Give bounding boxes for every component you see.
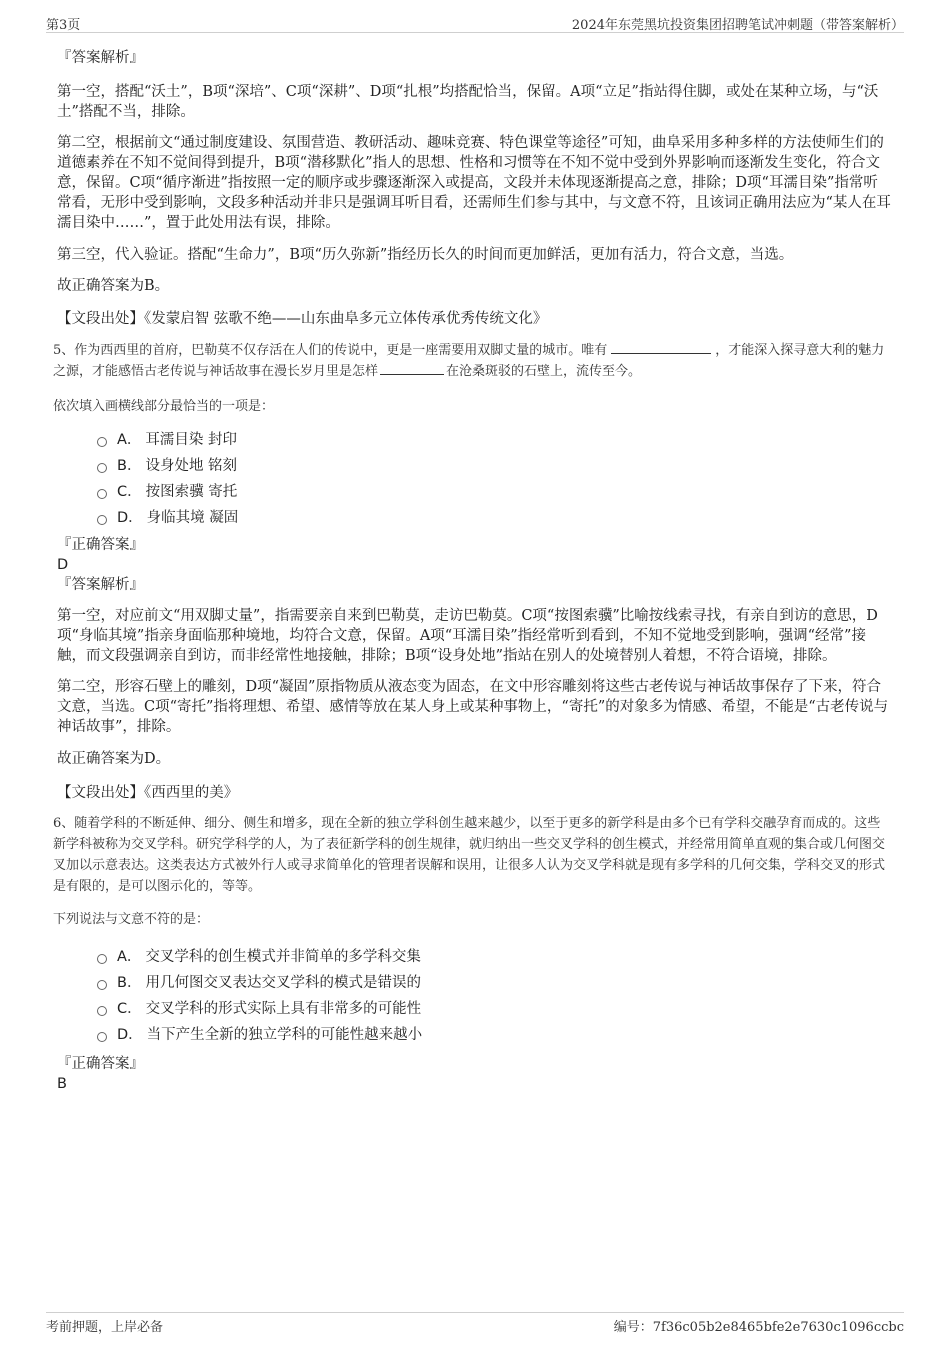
conclusion: 故正确答案为D。: [57, 751, 171, 767]
radio-button[interactable]: [97, 489, 107, 499]
option-b[interactable]: B． 设身处地 铭刻: [97, 453, 892, 479]
blank-2: [380, 361, 444, 375]
document-title: 2024年东莞黑坑投资集团招聘笔试冲刺题（带答案解析）: [571, 18, 904, 33]
source-citation: 【文段出处】《发蒙启智 弦歌不绝——山东曲阜多元立体传承优秀传统文化》: [57, 311, 548, 327]
radio-button[interactable]: [97, 437, 107, 447]
page-number: 第3页: [46, 18, 81, 33]
question-6-stem: 6、随着学科的不断延伸、细分、侧生和增多，现在全新的独立学科创生越来越少，以至于更多的新学科是由多个已有学科交融孕育而成的。这些新学科被称为交叉学科。研究学科学的人，为了表征新学科的创生规律，就归纳出一些交叉学科的创生模式，并经常用简单直观的集合或几何图交叉加以示意表达。这类表达方式被外行人或寻求简单化的管理者误解和误用，让很多人认为交叉学科就是现有多学科的几何交集，学科交叉的形式是有限的，是可以图示化的，等等。: [53, 816, 886, 894]
radio-button[interactable]: [97, 515, 107, 525]
page-footer: [46, 1312, 904, 1333]
analysis-paragraph-2: 第二空，根据前文“通过制度建设、氛围营造、教研活动、趣味竞赛、特色课堂等途径”可知，曲阜采用多种多样的方法使师生们的道德素养在不知不觉间得到提升，B项“潜移默化”指人的思想、性格和习惯等在不知不觉中受到外界影响而逐渐发生变化，符合文意，保留。C项“循序渐进”指按照一定的顺序或步骤逐渐深入或提高，文段并未体现逐渐提高之意，排除；D项“耳濡目染”指常听常看，无形中受到影响，文段多种活动并非只是强调耳听目看，还需师生们参与其中，与文意不符，且该词正确用法应为“某人在耳濡目染中……”，置于此处用法有误，排除。: [57, 135, 891, 231]
question-6-options: [57, 944, 892, 1048]
option-a[interactable]: A． 交叉学科的创生模式并非简单的多学科交集: [97, 944, 892, 970]
radio-button[interactable]: [97, 980, 107, 990]
correct-answer-label: 『正确答案』: [57, 537, 144, 553]
option-c[interactable]: C． 按图索骥 寄托: [97, 479, 892, 505]
option-b[interactable]: B． 用几何图交叉表达交叉学科的模式是错误的: [97, 970, 892, 996]
option-d[interactable]: D． 当下产生全新的独立学科的可能性越来越小: [97, 1022, 892, 1048]
analysis-paragraph-2: 第二空，形容石壁上的雕刻，D项“凝固”原指物质从液态变为固态，在文中形容雕刻将这些古老传说与神话故事保存了下来，符合文意，当选。C项“寄托”指将理想、希望、感情等放在某人身上或某种事物上，“寄托”的对象多为情感、希望，不能是“古老传说与神话故事”，排除。: [57, 679, 889, 735]
question-5-stem: 5、作为西西里的首府，巴勒莫不仅存活在人们的传说中，更是一座需要用双脚丈量的城市。唯有 ，才能深入探寻意大利的魅力之源，才能感悟古老传说与神话故事在漫长岁月里是怎样 在沧桑斑驳的石壁上，流传至今。: [53, 340, 892, 382]
radio-button[interactable]: [97, 463, 107, 473]
footer-slogan: 考前押题，上岸必备: [46, 1320, 164, 1335]
question-5-instruction: 依次填入画横线部分最恰当的一项是：: [53, 399, 275, 414]
blank-1: [611, 340, 711, 354]
analysis-label: 『答案解析』: [57, 50, 144, 66]
radio-button[interactable]: [97, 1006, 107, 1016]
document-code: 编号：7f36c05b2e8465bfe2e7630c1096ccbc: [613, 1320, 904, 1335]
option-d[interactable]: D． 身临其境 凝固: [97, 505, 892, 531]
analysis-paragraph-1: 第一空，搭配“沃土”，B项“深培”、C项“深耕”、D项“扎根”均搭配恰当，保留。A项“立足”指站得住脚，或处在某种立场，与“沃土”搭配不当，排除。: [57, 84, 879, 120]
analysis-paragraph-3: 第三空，代入验证。搭配“生命力”，B项“历久弥新”指经历长久的时间而更加鲜活，更加有活力，符合文意，当选。: [57, 247, 794, 263]
correct-answer: B: [57, 1076, 67, 1092]
analysis-paragraph-1: 第一空，对应前文“用双脚丈量”，指需要亲自来到巴勒莫，走访巴勒莫。C项“按图索骥”比喻按线索寻找，有亲自到访的意思，D项“身临其境”指亲身面临那种境地，均符合文意，保留。A项“耳濡目染”指经常听到看到，不知不觉地受到影响，强调“经常”接触，而文段强调亲自到访，而非经常性地接触，排除；B项“设身处地”指站在别人的处境替别人着想，不符合语境，排除。: [57, 608, 878, 664]
conclusion: 故正确答案为B。: [57, 278, 170, 294]
question-6-instruction: 下列说法与文意不符的是：: [53, 912, 210, 927]
page-header: [46, 14, 904, 33]
option-a[interactable]: A． 耳濡目染 封印: [97, 427, 892, 453]
radio-button[interactable]: [97, 1032, 107, 1042]
analysis-label: 『答案解析』: [57, 577, 144, 593]
document-body: [53, 46, 892, 1094]
radio-button[interactable]: [97, 954, 107, 964]
correct-answer: D: [57, 557, 69, 573]
question-5-options: [57, 427, 892, 531]
source-citation: 【文段出处】《西西里的美》: [57, 785, 239, 801]
option-c[interactable]: C． 交叉学科的形式实际上具有非常多的可能性: [97, 996, 892, 1022]
correct-answer-label: 『正确答案』: [57, 1056, 144, 1072]
